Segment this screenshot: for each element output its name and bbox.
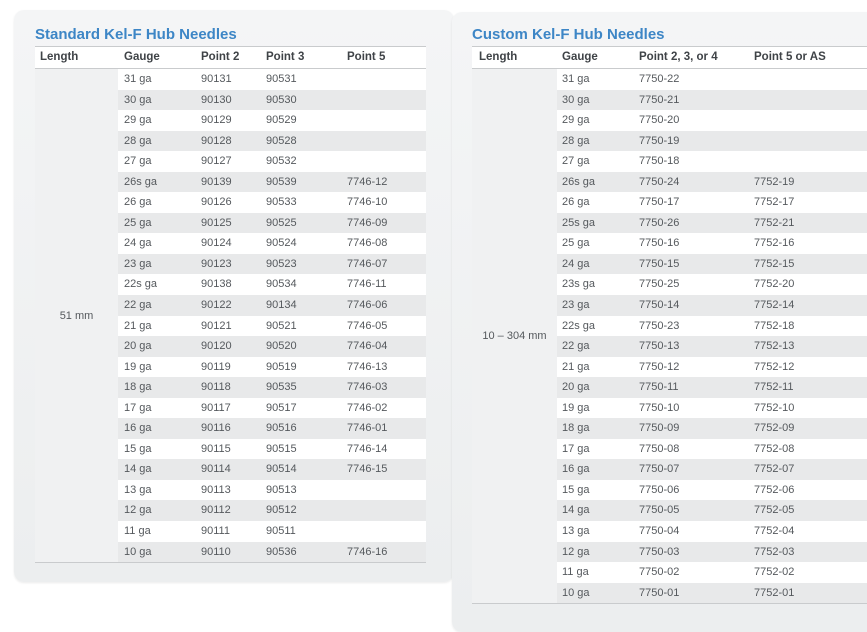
table-row: [118, 192, 426, 213]
table-row: [118, 69, 426, 90]
column-header-point-5-as: Point 5 or AS: [754, 51, 826, 63]
table-row: [557, 583, 867, 604]
table-row: [557, 90, 867, 111]
table-row: [557, 398, 867, 419]
part-number-cell: 7750-26: [639, 216, 680, 229]
gauge-cell: 19 ga: [562, 401, 590, 414]
part-number-cell: 90523: [266, 257, 297, 270]
gauge-cell: 16 ga: [124, 422, 152, 435]
table-row: [118, 274, 426, 295]
part-number-cell: 7750-02: [639, 566, 680, 579]
gauge-cell: 13 ga: [562, 525, 590, 538]
gauge-cell: 17 ga: [124, 401, 152, 414]
table-row: [118, 233, 426, 254]
table-row: [557, 295, 867, 316]
part-number-cell: 90521: [266, 319, 297, 332]
part-number-cell: 90534: [266, 278, 297, 291]
gauge-cell: 22s ga: [562, 319, 596, 332]
part-number-cell: 90513: [266, 483, 297, 496]
gauge-cell: 17 ga: [562, 442, 590, 455]
table-row: [557, 131, 867, 152]
table-row: [557, 418, 867, 439]
part-number-cell: 7752-01: [754, 586, 795, 599]
gauge-cell: 15 ga: [562, 483, 590, 496]
part-number-cell: 7752-05: [754, 504, 795, 517]
table-row: [118, 213, 426, 234]
gauge-cell: 22 ga: [562, 340, 590, 353]
gauge-cell: 30 ga: [124, 93, 152, 106]
gauge-cell: 31 ga: [124, 73, 152, 85]
part-number-cell: 7746-02: [347, 401, 388, 414]
part-number-cell: 90519: [266, 360, 297, 373]
part-number-cell: 90530: [266, 93, 297, 106]
part-number-cell: 90111: [201, 525, 230, 538]
length-cell: 51 mm: [35, 69, 118, 562]
part-number-cell: 90115: [201, 442, 231, 455]
part-number-cell: 7750-08: [639, 442, 680, 455]
length-cell: 10 – 304 mm: [472, 69, 557, 603]
part-number-cell: 7750-24: [639, 175, 680, 188]
part-number-cell: 7750-05: [639, 504, 680, 517]
table-row: [557, 69, 867, 90]
table-row: [557, 439, 867, 460]
gauge-cell: 13 ga: [124, 483, 152, 496]
table-row: [557, 480, 867, 501]
part-number-cell: 90117: [201, 401, 231, 414]
part-number-cell: 7750-22: [639, 73, 680, 85]
part-number-cell: 7746-11: [347, 278, 387, 291]
gauge-cell: 12 ga: [562, 545, 590, 558]
part-number-cell: 7752-11: [754, 381, 794, 394]
part-number-cell: 7750-13: [639, 340, 680, 353]
part-number-cell: 7752-12: [754, 360, 795, 373]
part-number-cell: 7746-04: [347, 340, 388, 353]
part-number-cell: 90525: [266, 216, 297, 229]
gauge-cell: 28 ga: [562, 134, 590, 147]
part-number-cell: 7752-16: [754, 237, 795, 250]
part-number-cell: 90528: [266, 134, 297, 147]
part-number-cell: 90539: [266, 175, 297, 188]
gauge-cell: 29 ga: [562, 114, 590, 127]
column-header-gauge: Gauge: [124, 51, 160, 63]
part-number-cell: 7746-12: [347, 175, 388, 188]
part-number-cell: 90126: [201, 196, 232, 209]
table-row: [557, 357, 867, 378]
part-number-cell: 7750-21: [639, 93, 680, 106]
gauge-cell: 10 ga: [562, 586, 590, 599]
part-number-cell: 7746-03: [347, 381, 388, 394]
part-number-cell: 7752-13: [754, 340, 795, 353]
part-number-cell: 7746-06: [347, 299, 388, 312]
part-number-cell: 7746-05: [347, 319, 388, 332]
part-number-cell: 7750-07: [639, 463, 680, 476]
part-number-cell: 90535: [266, 381, 297, 394]
gauge-cell: 14 ga: [124, 463, 152, 476]
table-row: [118, 418, 426, 439]
part-number-cell: 7750-25: [639, 278, 680, 291]
part-number-cell: 7752-09: [754, 422, 795, 435]
table-row: [118, 480, 426, 501]
column-header-point-2-3-4: Point 2, 3, or 4: [639, 51, 718, 63]
gauge-cell: 15 ga: [124, 442, 152, 455]
part-number-cell: 7752-08: [754, 442, 795, 455]
part-number-cell: 7750-01: [639, 586, 680, 599]
part-number-cell: 90119: [201, 360, 231, 373]
part-number-cell: 7750-03: [639, 545, 680, 558]
gauge-cell: 10 ga: [124, 545, 152, 558]
table-row: [557, 336, 867, 357]
part-number-cell: 7746-13: [347, 360, 388, 373]
gauge-cell: 25s ga: [562, 216, 596, 229]
part-number-cell: 90533: [266, 196, 297, 209]
part-number-cell: 90515: [266, 442, 297, 455]
part-number-cell: 7750-12: [639, 360, 680, 373]
gauge-cell: 22s ga: [124, 278, 158, 291]
part-number-cell: 7746-07: [347, 257, 388, 270]
table-row: [557, 542, 867, 563]
gauge-cell: 21 ga: [124, 319, 152, 332]
table-row: [557, 562, 867, 583]
part-number-cell: 7752-21: [754, 216, 795, 229]
part-number-cell: 7752-03: [754, 545, 795, 558]
gauge-cell: 11 ga: [562, 566, 589, 579]
part-number-cell: 7750-06: [639, 483, 680, 496]
gauge-cell: 18 ga: [562, 422, 590, 435]
table-row: [557, 254, 867, 275]
part-number-cell: 7746-14: [347, 442, 388, 455]
gauge-cell: 26s ga: [562, 175, 596, 188]
table-row: [118, 377, 426, 398]
gauge-cell: 28 ga: [124, 134, 152, 147]
part-number-cell: 7750-09: [639, 422, 680, 435]
part-number-cell: 90139: [201, 175, 232, 188]
part-number-cell: 7752-10: [754, 401, 795, 414]
part-number-cell: 7750-14: [639, 299, 680, 312]
part-number-cell: 90529: [266, 114, 297, 127]
part-number-cell: 90131: [201, 73, 232, 85]
gauge-cell: 26s ga: [124, 175, 158, 188]
part-number-cell: 90120: [201, 340, 232, 353]
gauge-cell: 18 ga: [124, 381, 152, 394]
table-row: [557, 233, 867, 254]
gauge-cell: 31 ga: [562, 73, 590, 85]
part-number-cell: 90536: [266, 545, 297, 558]
part-number-cell: 90138: [201, 278, 232, 291]
part-number-cell: 7750-20: [639, 114, 680, 127]
part-number-cell: 90127: [201, 155, 232, 168]
part-number-cell: 7752-14: [754, 299, 795, 312]
part-number-cell: 7752-19: [754, 175, 795, 188]
part-number-cell: 90125: [201, 216, 232, 229]
column-header-length: Length: [479, 51, 518, 63]
column-header-point-5: Point 5: [347, 51, 386, 63]
table-row: [557, 213, 867, 234]
part-number-cell: 7750-10: [639, 401, 680, 414]
table-row: [557, 110, 867, 131]
gauge-cell: 24 ga: [124, 237, 152, 250]
part-number-cell: 90512: [266, 504, 297, 517]
table-row: [118, 90, 426, 111]
part-number-cell: 7750-17: [639, 196, 680, 209]
part-number-cell: 90517: [266, 401, 297, 414]
part-number-cell: 7752-17: [754, 196, 795, 209]
gauge-cell: 29 ga: [124, 114, 152, 127]
part-number-cell: 90114: [201, 463, 231, 476]
part-number-cell: 90118: [201, 381, 231, 394]
gauge-cell: 25 ga: [124, 216, 152, 229]
part-number-cell: 90121: [201, 319, 232, 332]
gauge-cell: 23 ga: [562, 299, 590, 312]
part-number-cell: 7752-20: [754, 278, 795, 291]
part-number-cell: 90113: [201, 483, 231, 496]
gauge-cell: 12 ga: [124, 504, 152, 517]
gauge-cell: 26 ga: [562, 196, 590, 209]
part-number-cell: 90130: [201, 93, 232, 106]
table-row: [118, 398, 426, 419]
table-row: [557, 500, 867, 521]
column-header-point-2: Point 2: [201, 51, 240, 63]
column-header-gauge: Gauge: [562, 51, 598, 63]
gauge-cell: 23s ga: [562, 278, 596, 291]
part-number-cell: 7746-09: [347, 216, 388, 229]
part-number-cell: 7750-23: [639, 319, 680, 332]
standard-needles-title: Standard Kel-F Hub Needles: [35, 26, 237, 43]
custom-needles-table: [472, 46, 867, 603]
table-row: [557, 459, 867, 480]
gauge-cell: 19 ga: [124, 360, 152, 373]
gauge-cell: 26 ga: [124, 196, 152, 209]
part-number-cell: 90110: [201, 545, 231, 558]
table-row: [118, 172, 426, 193]
gauge-cell: 23 ga: [124, 257, 152, 270]
gauge-cell: 30 ga: [562, 93, 590, 106]
table-row: [118, 500, 426, 521]
table-row: [118, 316, 426, 337]
table-row: [118, 131, 426, 152]
table-row: [118, 151, 426, 172]
part-number-cell: 90129: [201, 114, 232, 127]
gauge-cell: 25 ga: [562, 237, 590, 250]
part-number-cell: 7746-10: [347, 196, 388, 209]
table-header-row: [472, 46, 867, 69]
table-row: [557, 377, 867, 398]
part-number-cell: 90116: [201, 422, 231, 435]
part-number-cell: 7752-18: [754, 319, 795, 332]
part-number-cell: 7750-16: [639, 237, 680, 250]
column-header-length: Length: [40, 51, 79, 63]
table-header-row: [35, 46, 426, 69]
table-row: [118, 110, 426, 131]
part-number-cell: 90511: [266, 525, 296, 538]
standard-needles-table: [35, 46, 426, 562]
part-number-cell: 7750-18: [639, 155, 680, 168]
part-number-cell: 7752-04: [754, 525, 795, 538]
gauge-cell: 27 ga: [562, 155, 590, 168]
custom-needles-body: [472, 69, 867, 603]
standard-needles-body: [35, 69, 426, 562]
table-row: [557, 172, 867, 193]
table-row: [557, 521, 867, 542]
gauge-cell: 20 ga: [124, 340, 152, 353]
table-row: [118, 254, 426, 275]
part-number-cell: 90122: [201, 299, 232, 312]
table-row: [557, 274, 867, 295]
part-number-cell: 7746-16: [347, 545, 388, 558]
table-row: [118, 439, 426, 460]
table-row: [118, 521, 426, 542]
column-header-point-3: Point 3: [266, 51, 305, 63]
part-number-cell: 90124: [201, 237, 232, 250]
table-row: [118, 295, 426, 316]
gauge-cell: 27 ga: [124, 155, 152, 168]
part-number-cell: 7746-15: [347, 463, 388, 476]
part-number-cell: 90112: [201, 504, 231, 517]
table-row: [557, 192, 867, 213]
table-row: [557, 151, 867, 172]
gauge-cell: 16 ga: [562, 463, 590, 476]
part-number-cell: 90123: [201, 257, 232, 270]
custom-needles-title: Custom Kel-F Hub Needles: [472, 26, 665, 43]
part-number-cell: 90520: [266, 340, 297, 353]
part-number-cell: 7750-04: [639, 525, 680, 538]
table-row: [118, 542, 426, 563]
gauge-cell: 22 ga: [124, 299, 152, 312]
part-number-cell: 7750-19: [639, 134, 680, 147]
part-number-cell: 7752-02: [754, 566, 795, 579]
gauge-cell: 24 ga: [562, 257, 590, 270]
part-number-cell: 7746-01: [347, 422, 388, 435]
part-number-cell: 90516: [266, 422, 297, 435]
part-number-cell: 7752-15: [754, 257, 795, 270]
part-number-cell: 7752-06: [754, 483, 795, 496]
part-number-cell: 90514: [266, 463, 297, 476]
table-row: [557, 316, 867, 337]
part-number-cell: 90128: [201, 134, 232, 147]
table-row: [118, 336, 426, 357]
part-number-cell: 7750-15: [639, 257, 680, 270]
part-number-cell: 7746-08: [347, 237, 388, 250]
table-row: [118, 357, 426, 378]
gauge-cell: 14 ga: [562, 504, 590, 517]
gauge-cell: 11 ga: [124, 525, 151, 538]
part-number-cell: 7752-07: [754, 463, 795, 476]
gauge-cell: 20 ga: [562, 381, 590, 394]
part-number-cell: 90524: [266, 237, 297, 250]
part-number-cell: 90532: [266, 155, 297, 168]
part-number-cell: 7750-11: [639, 381, 679, 394]
part-number-cell: 90531: [266, 73, 297, 85]
gauge-cell: 21 ga: [562, 360, 590, 373]
table-row: [118, 459, 426, 480]
part-number-cell: 90134: [266, 299, 297, 312]
